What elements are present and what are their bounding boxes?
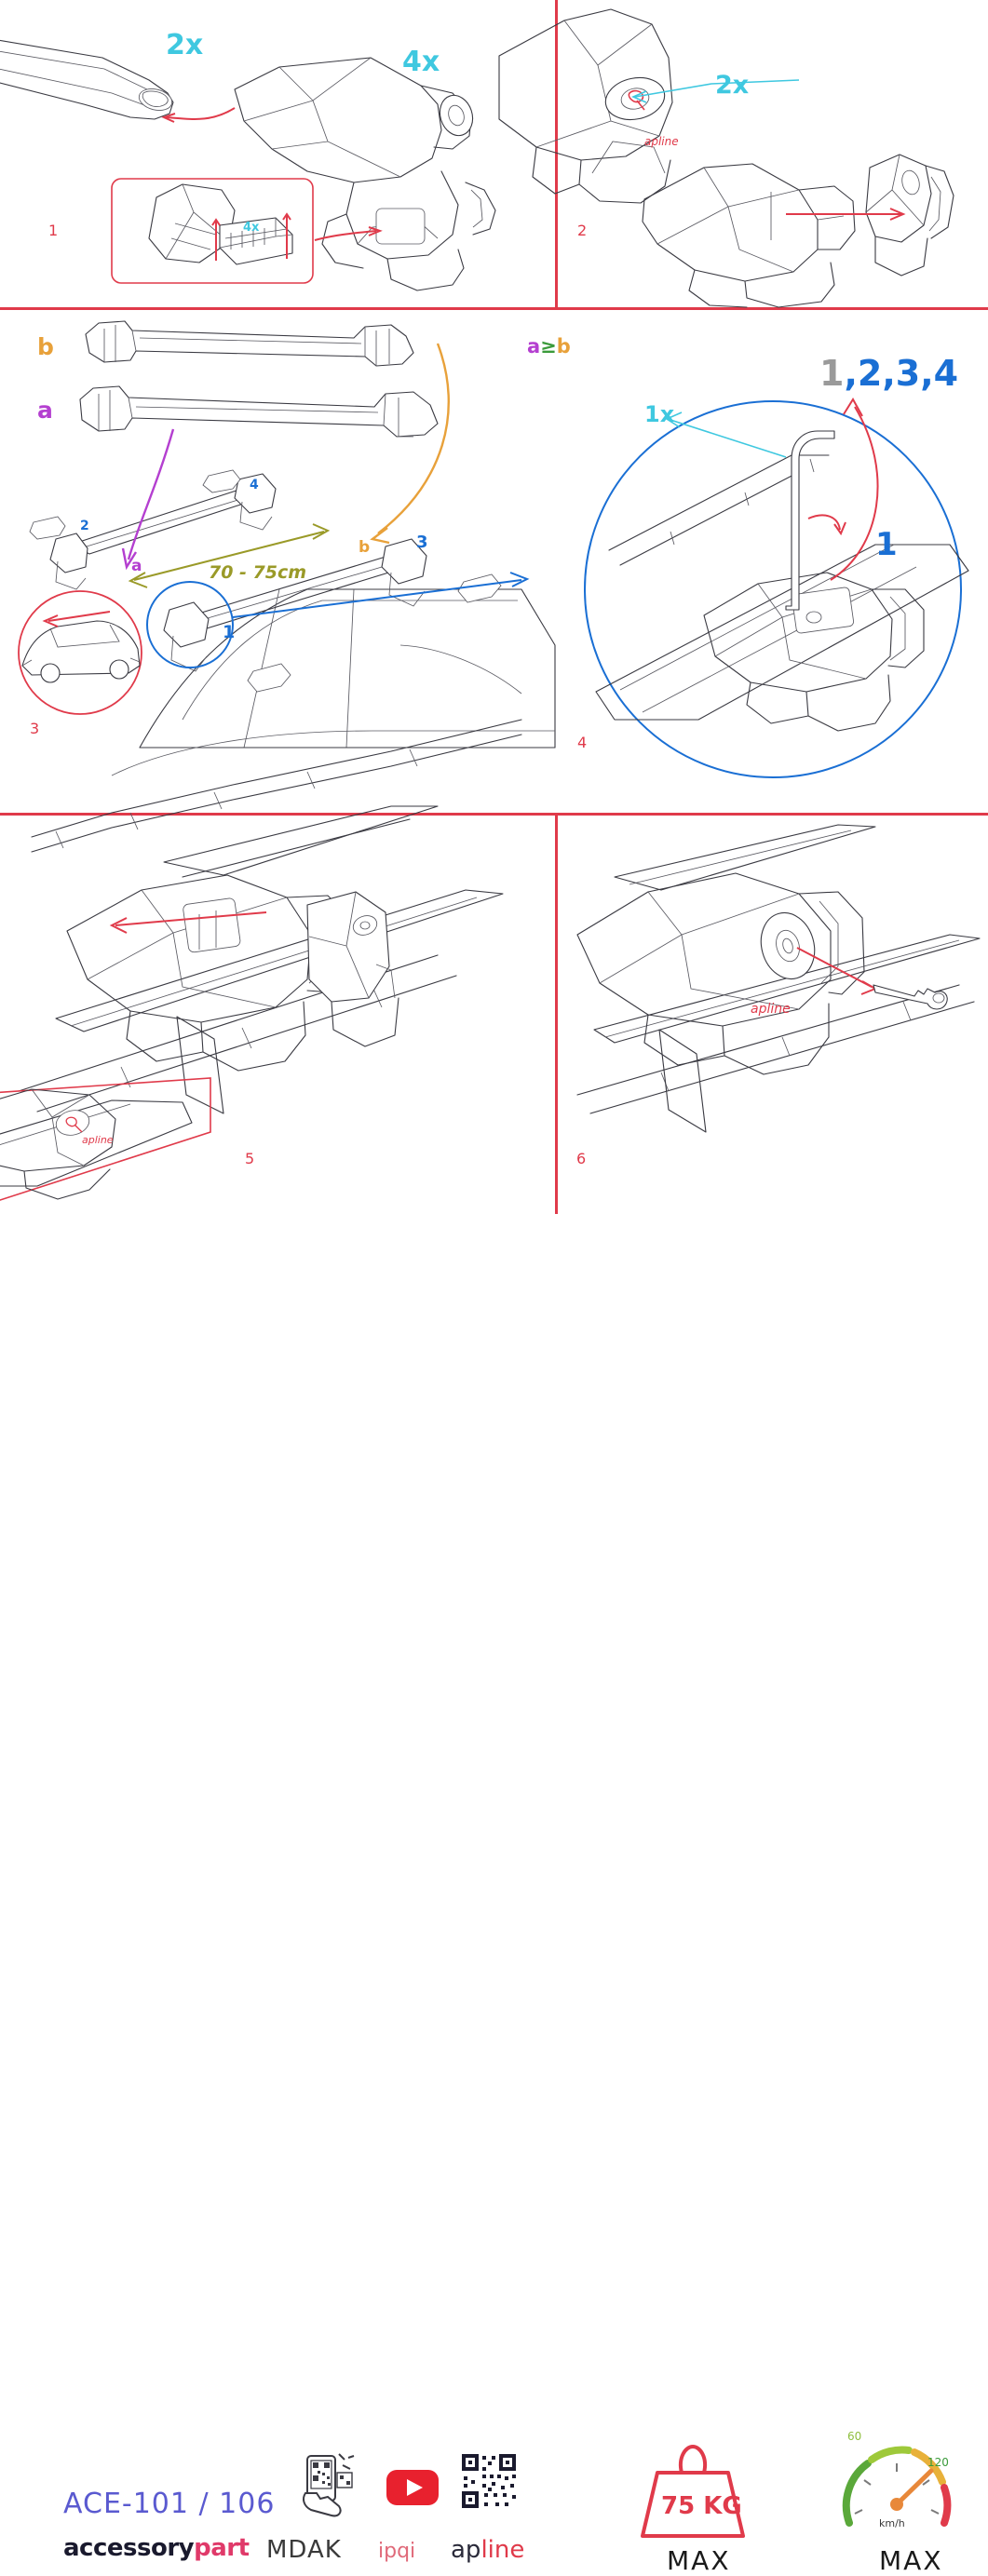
svg-text:apline: apline [82, 1134, 114, 1146]
column-divider-bottom [555, 814, 558, 1214]
qr-code-icon[interactable] [460, 2452, 518, 2510]
mdak-logo: MDAK [266, 2536, 342, 2564]
speed-limit-caption: MAX [879, 2545, 943, 2576]
step-number-5: 5 [245, 1150, 255, 1167]
ipqi-logo: ipqi [378, 2540, 416, 2563]
step-number-6: 6 [576, 1150, 587, 1167]
step-number-4: 4 [577, 734, 588, 751]
crossbar-drawing [0, 37, 174, 119]
weight-limit-value: 75 KG [661, 2492, 742, 2520]
qty-label-keys: 2x [715, 71, 750, 100]
step-number-3: 3 [30, 720, 40, 737]
tool-callout-line [670, 420, 786, 457]
locked-foot-inset [0, 1078, 210, 1212]
youtube-icon[interactable] [386, 2469, 440, 2506]
spacing-label: 70 - 75cm [209, 562, 307, 583]
sequence-rest: ,2,3,4 [844, 353, 959, 394]
brand-logo [63, 2534, 250, 2562]
position-label-4: 4 [250, 478, 259, 492]
allen-key-tool [786, 431, 834, 610]
first-bolt-label: 1 [875, 526, 898, 563]
apline-ap: ap [451, 2536, 481, 2564]
step-1-illustration [0, 0, 555, 307]
rule-ge: ≥ [540, 335, 557, 357]
step-3-illustration [0, 310, 555, 813]
foot-label-b: b [359, 538, 371, 557]
gauge-unit-label: km/h [879, 2517, 905, 2529]
qty-label-bars: 2x [166, 29, 204, 61]
footer [0, 1214, 988, 2576]
phone-qr-icon [300, 2452, 359, 2517]
car-roof-drawing [32, 589, 555, 852]
crossbar-b [86, 321, 413, 366]
foot-assembly-5 [67, 875, 399, 1071]
crossbar-a [80, 386, 438, 437]
mounted-bar-rear [164, 539, 426, 671]
svg-text:apline: apline [751, 1002, 791, 1017]
rule-b: b [556, 335, 571, 357]
foot-label-a: a [131, 557, 142, 575]
step-6-illustration [559, 816, 988, 1214]
apline-line: line [480, 2536, 525, 2564]
roof-rail-5 [19, 806, 503, 1113]
bar-a-placement-arrow [129, 429, 173, 560]
tighten-sequence-label [819, 353, 959, 394]
bar-label-a: a [37, 397, 53, 424]
bar-b-placement-arrow [378, 344, 449, 533]
weight-limit-icon [637, 2439, 749, 2542]
gauge-min-label: 60 [847, 2430, 862, 2443]
model-code: ACE-101 / 106 [63, 2488, 276, 2520]
rule-label-a-ge-b [527, 337, 571, 357]
rotation-arrow [808, 515, 840, 530]
bar-label-b: b [37, 333, 54, 360]
vehicle-orientation-inset [19, 591, 142, 714]
sequence-first: 1 [819, 353, 845, 394]
rail-detail-drawing [596, 455, 968, 720]
position-label-3: 3 [416, 533, 428, 552]
position-label-1: 1 [223, 622, 236, 642]
foot-body-detail [704, 573, 924, 731]
foot-assembly-6 [577, 873, 864, 1074]
brand-part: part [194, 2534, 250, 2562]
apline-logo [451, 2536, 524, 2564]
rule-a: a [527, 335, 541, 357]
qty-label-pads: 4x [243, 221, 260, 235]
position-label-2: 2 [80, 519, 89, 533]
foot-and-endcap [643, 155, 954, 307]
brand-accessory: accessory [63, 2534, 195, 2562]
qty-label-tool: 1x [644, 401, 675, 427]
pad-detail-inset [112, 179, 313, 283]
step-5-illustration [0, 816, 555, 1214]
roof-rail-6 [577, 825, 980, 1132]
step-number-1: 1 [48, 222, 59, 239]
sequence-arrow [831, 407, 878, 580]
weight-limit-caption: MAX [667, 2545, 731, 2576]
qty-label-feet: 4x [402, 46, 440, 78]
step-number-2: 2 [577, 222, 588, 239]
gauge-max-label: 120 [927, 2456, 949, 2469]
svg-text:apline: apline [644, 135, 679, 148]
step-2-illustration [555, 0, 988, 307]
